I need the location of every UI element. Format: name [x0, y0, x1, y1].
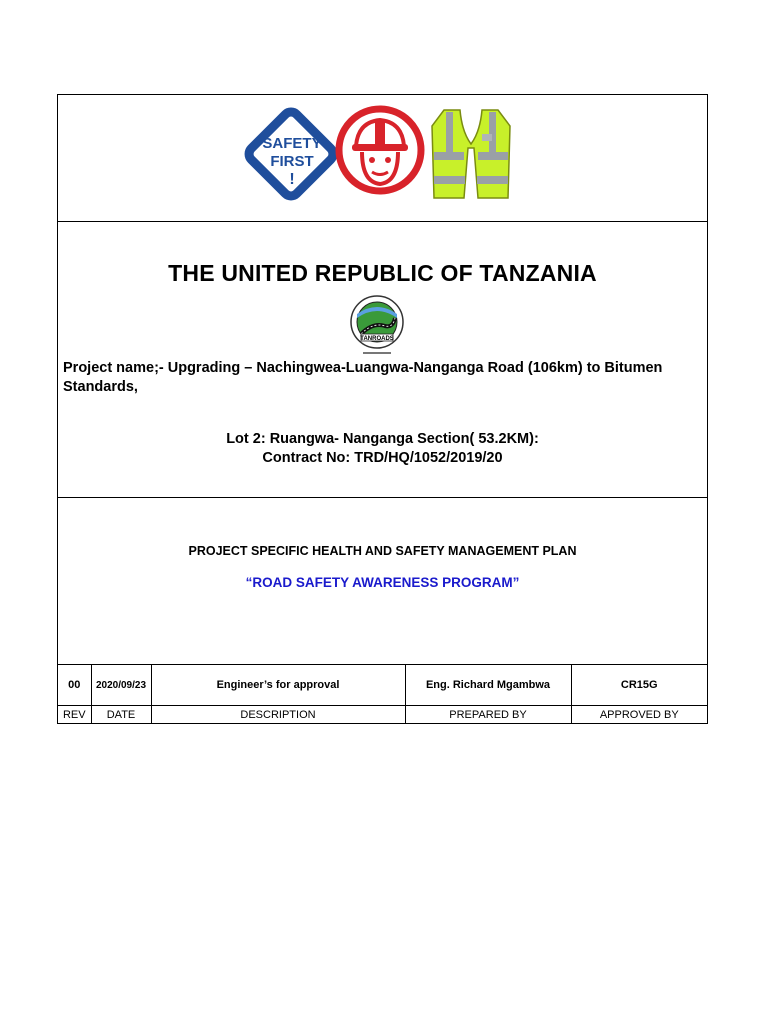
plan-subtitle: “ROAD SAFETY AWARENESS PROGRAM” — [245, 575, 520, 590]
rev-header: REV — [58, 706, 91, 724]
document-frame — [57, 94, 708, 724]
contract-line: Contract No: TRD/HQ/1052/2019/20 — [262, 450, 503, 466]
lot-line: Lot 2: Ruangwa- Nanganga Section( 53.2KM): — [226, 431, 539, 447]
prepared-by-cell: Eng. Richard Mgambwa — [405, 665, 571, 706]
revision-row — [58, 665, 707, 706]
revision-header-row — [58, 706, 707, 724]
first-word: FIRST — [270, 153, 314, 170]
tanroads-emblem-icon — [347, 294, 407, 358]
hard-hat-sign-icon — [334, 104, 426, 196]
logo-header — [58, 95, 707, 222]
revision-table — [58, 665, 707, 723]
project-name: Project name;- Upgrading – Nachingwea-Luangwa-Nanganga Road (106km) to Bitumen Standards, — [63, 360, 663, 395]
date-cell: 2020/09/23 — [91, 665, 151, 706]
rev-cell: 00 — [58, 665, 91, 706]
tanroads-label: TANROADS — [360, 336, 394, 342]
description-header: DESCRIPTION — [151, 706, 405, 724]
prepared-by-header: PREPARED BY — [405, 706, 571, 724]
exclamation-mark: ! — [289, 171, 295, 188]
safety-first-sign-icon — [244, 104, 338, 204]
plan-title: PROJECT SPECIFIC HEALTH AND SAFETY MANAGEMENT PLAN — [188, 544, 577, 558]
date-header: DATE — [91, 706, 151, 724]
title-block — [58, 222, 707, 498]
description-cell: Engineer’s for approval — [151, 665, 405, 706]
approved-by-header: APPROVED BY — [571, 706, 707, 724]
safety-vest-icon — [426, 104, 516, 204]
safety-word: SAFETY — [262, 135, 322, 152]
lot-and-contract — [58, 430, 707, 468]
plan-block — [58, 498, 707, 665]
approved-by-cell: CR15G — [571, 665, 707, 706]
country-title: THE UNITED REPUBLIC OF TANZANIA — [168, 260, 597, 286]
